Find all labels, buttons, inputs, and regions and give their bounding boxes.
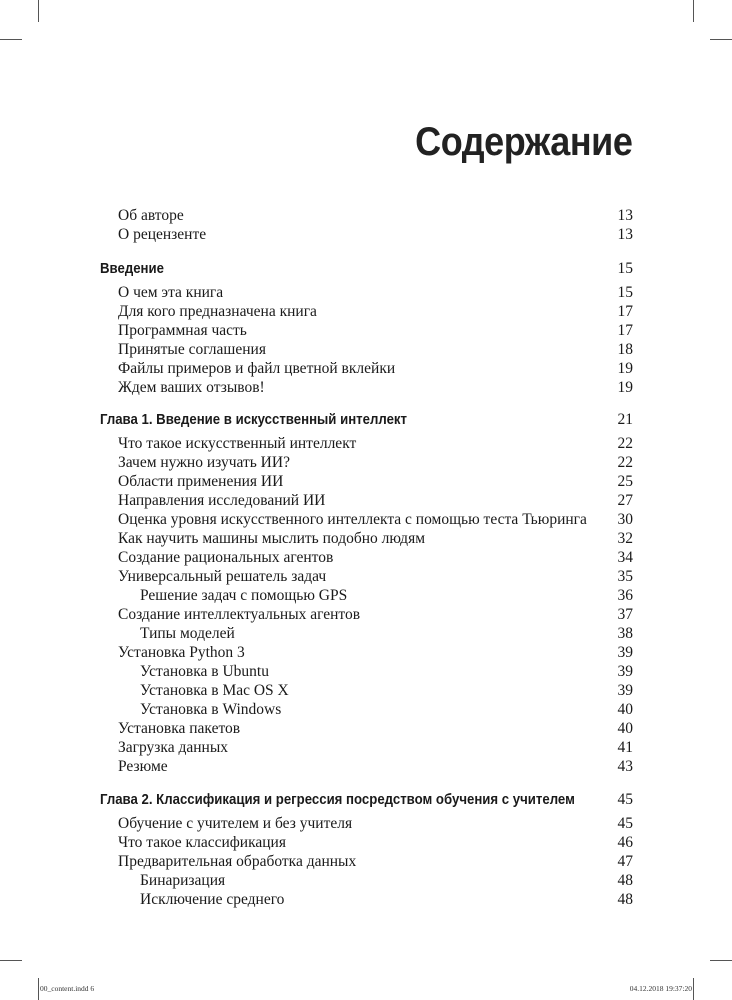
toc-entry-label: Что такое искусственный интеллект <box>118 435 357 452</box>
toc-section-entry <box>0 833 732 852</box>
toc-section-entry <box>0 567 732 586</box>
toc-subsection-entry <box>0 890 732 909</box>
toc-entry-page-number: 19 <box>617 379 633 396</box>
toc-section-entry <box>0 472 732 491</box>
toc-entry-page-number: 15 <box>617 260 633 277</box>
toc-entry-label: Установка Python 3 <box>118 644 245 661</box>
toc-entry-page-number: 39 <box>617 682 633 699</box>
toc-section-entry <box>0 738 732 757</box>
crop-mark-left-upper <box>0 39 22 40</box>
toc-section-entry <box>0 510 732 529</box>
crop-mark-top-left <box>38 0 39 22</box>
toc-entry-label: Введение <box>100 260 164 277</box>
toc-entry-page-number: 36 <box>617 587 633 604</box>
toc-entry-label: Оценка уровня искусственного интеллекта с помощью теста Тьюринга <box>118 511 587 528</box>
page-title: Содержание <box>414 120 632 164</box>
toc-subsection-entry <box>0 586 732 605</box>
toc-section-entry <box>0 453 732 472</box>
toc-entry-page-number: 15 <box>617 284 633 301</box>
toc-entry-label: Как научить машины мыслить подобно людям <box>118 530 426 547</box>
footer-file-info: 00_content.indd 6 <box>40 984 95 993</box>
crop-mark-left-lower <box>0 960 22 961</box>
toc-entry-page-number: 19 <box>617 360 633 377</box>
toc-entry-label: Глава 2. Классификация и регрессия посредством обучения с учителем <box>100 791 575 808</box>
toc-subsection-entry <box>0 662 732 681</box>
toc-entry-page-number: 48 <box>617 872 633 889</box>
crop-mark-top-right <box>693 0 694 22</box>
toc-entry-label: О рецензенте <box>118 226 207 243</box>
toc-entry-page-number: 39 <box>617 663 633 680</box>
toc-entry-label: Об авторе <box>118 207 184 224</box>
crop-mark-bottom-left <box>38 978 39 1000</box>
footer-timestamp: 04.12.2018 19:37:20 <box>629 984 692 993</box>
toc-entry-label: Направления исследований ИИ <box>118 492 326 509</box>
toc-chapter-entry <box>0 790 732 809</box>
toc-entry-label: Программная часть <box>118 322 247 339</box>
toc-entry-page-number: 30 <box>617 511 633 528</box>
toc-entry-page-number: 35 <box>617 568 633 585</box>
toc-entry-page-number: 47 <box>617 853 633 870</box>
toc-entry-page-number: 18 <box>617 341 633 358</box>
toc-section-entry <box>0 529 732 548</box>
toc-entry-label: Ждем ваших отзывов! <box>118 379 265 396</box>
toc-section-entry <box>0 206 732 225</box>
toc-section-entry <box>0 643 732 662</box>
toc-subsection-entry <box>0 681 732 700</box>
toc-entry-page-number: 48 <box>617 891 633 908</box>
toc-entry-label: Предварительная обработка данных <box>118 853 357 870</box>
toc-section-entry <box>0 719 732 738</box>
toc-entry-page-number: 45 <box>617 791 633 808</box>
toc-entry-page-number: 34 <box>617 549 633 566</box>
toc-subsection-entry <box>0 871 732 890</box>
toc-entry-page-number: 27 <box>617 492 633 509</box>
toc-entry-page-number: 32 <box>617 530 633 547</box>
toc-entry-label: Установка в Ubuntu <box>140 663 269 680</box>
toc-section-entry <box>0 491 732 510</box>
toc-section-entry <box>0 434 732 453</box>
toc-entry-label: Области применения ИИ <box>118 473 284 490</box>
toc-entry-page-number: 25 <box>617 473 633 490</box>
toc-entry-page-number: 46 <box>617 834 633 851</box>
toc-entry-label: Обучение с учителем и без учителя <box>118 815 353 832</box>
toc-entry-page-number: 37 <box>617 606 633 623</box>
toc-entry-page-number: 38 <box>617 625 633 642</box>
toc-entry-page-number: 43 <box>617 758 633 775</box>
toc-section-entry <box>0 359 732 378</box>
toc-entry-label: Установка пакетов <box>118 720 241 737</box>
toc-entry-label: Бинаризация <box>140 872 226 889</box>
toc-entry-label: Установка в Windows <box>140 701 282 718</box>
toc-entry-label: Глава 1. Введение в искусственный интеллект <box>100 411 408 428</box>
toc-subsection-entry <box>0 624 732 643</box>
toc-entry-label: Загрузка данных <box>118 739 228 756</box>
toc-entry-label: Типы моделей <box>140 625 235 642</box>
toc-section-entry <box>0 605 732 624</box>
crop-mark-bottom-right <box>693 978 694 1000</box>
toc-entry-label: Создание рациональных агентов <box>118 549 334 566</box>
toc-entry-label: Установка в Mac OS X <box>140 682 289 699</box>
toc-entry-page-number: 21 <box>617 411 633 428</box>
toc-entry-page-number: 13 <box>617 207 633 224</box>
toc-section-entry <box>0 321 732 340</box>
toc-entry-page-number: 22 <box>617 435 633 452</box>
toc-entry-label: О чем эта книга <box>118 284 224 301</box>
crop-mark-right-lower <box>710 960 732 961</box>
toc-entry-label: Универсальный решатель задач <box>118 568 327 585</box>
toc-section-entry <box>0 378 732 397</box>
toc-entry-page-number: 13 <box>617 226 633 243</box>
toc-section-entry <box>0 852 732 871</box>
toc-chapter-entry <box>0 259 732 278</box>
toc-entry-label: Что такое классификация <box>118 834 286 851</box>
toc-section-entry <box>0 814 732 833</box>
toc-section-entry <box>0 225 732 244</box>
toc-entry-page-number: 40 <box>617 701 633 718</box>
toc-entry-page-number: 45 <box>617 815 633 832</box>
toc-section-entry <box>0 283 732 302</box>
toc-entry-page-number: 40 <box>617 720 633 737</box>
toc-entry-label: Резюме <box>118 758 168 775</box>
toc-entry-label: Для кого предназначена книга <box>118 303 317 320</box>
toc-entry-page-number: 41 <box>617 739 633 756</box>
toc-subsection-entry <box>0 700 732 719</box>
toc-chapter-entry <box>0 410 732 429</box>
toc-section-entry <box>0 340 732 359</box>
toc-entry-label: Исключение среднего <box>140 891 285 908</box>
toc-entry-page-number: 17 <box>617 303 633 320</box>
toc-entry-label: Зачем нужно изучать ИИ? <box>118 454 290 471</box>
toc-entry-label: Решение задач с помощью GPS <box>140 587 348 604</box>
toc-entry-page-number: 22 <box>617 454 633 471</box>
toc-entry-label: Принятые соглашения <box>118 341 266 358</box>
toc-entry-label: Создание интеллектуальных агентов <box>118 606 361 623</box>
toc-entry-page-number: 39 <box>617 644 633 661</box>
toc-section-entry <box>0 757 732 776</box>
toc-section-entry <box>0 302 732 321</box>
crop-mark-right-upper <box>710 39 732 40</box>
toc-section-entry <box>0 548 732 567</box>
toc-entry-label: Файлы примеров и файл цветной вклейки <box>118 360 396 377</box>
toc-entry-page-number: 17 <box>617 322 633 339</box>
